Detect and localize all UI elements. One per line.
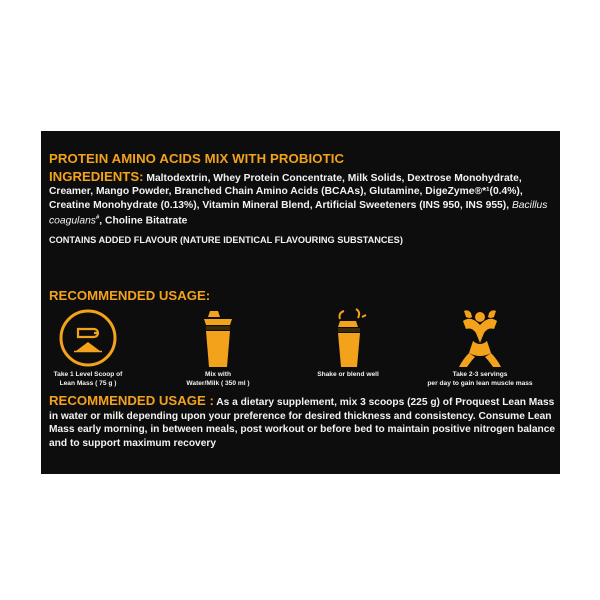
- usage-block: [49, 394, 559, 450]
- step-3-label: Shake or blend well: [317, 371, 379, 378]
- bacillus-text: Bacillus coagulans: [49, 199, 548, 227]
- step-4-label-line-2: per day to gain lean muscle mass: [427, 379, 533, 387]
- step-1-label-line-2: Lean Mass ( 75 g ): [59, 379, 117, 387]
- step-1-label-line-1: Take 1 Level Scoop of: [53, 371, 123, 378]
- step-scoop: [29, 307, 147, 388]
- step-2-label-line-2: Water/Milk ( 350 ml ): [186, 379, 250, 387]
- bacillus-superscript: #: [95, 215, 100, 222]
- step-servings: [421, 307, 539, 388]
- ingredients-block: [49, 170, 555, 228]
- ingredients-text-end: , Choline Bitatrate: [99, 215, 188, 227]
- step-4-label-line-1: Take 2-3 servings: [452, 371, 508, 378]
- flavour-note: CONTAINS ADDED FLAVOUR (NATURE IDENTICAL FLAVOURING SUBSTANCES): [49, 235, 403, 245]
- recommended-usage-heading: RECOMMENDED USAGE:: [49, 288, 211, 303]
- product-label-panel: [41, 131, 560, 474]
- step-2-label-line-1: Mix with: [204, 371, 231, 378]
- shaking-shaker-icon: [318, 307, 378, 369]
- product-title: PROTEIN AMINO ACIDS MIX WITH PROBIOTIC: [49, 151, 345, 166]
- ingredients-label: INGREDIENTS:: [49, 169, 144, 184]
- usage-text: As a dietary supplement, mix 3 scoops (225 g) of Proquest Lean Mass in water or milk depending upon your preference for desired thickness and consistency. Consume Lean Mass early morning, in between meals, post workout or before bed to maintain positive nitrogen balance and to support maximum recovery: [49, 397, 556, 449]
- ingredients-text: Maltodextrin, Whey Protein Concentrate, Milk Solids, Dextrose Monohydrate, Creamer, Mango Powder, Branched Chain Amino Acids (BCAAs), Glutamine, DigeZyme®*¹(0.4%), Creatine Monohydrate (0.13%), Vitamin Mineral Blend, Artificial Sweeteners (INS 950, INS 955),: [49, 173, 523, 211]
- step-shake: [289, 307, 407, 380]
- step-mix: [159, 307, 277, 388]
- usage-label: RECOMMENDED USAGE :: [49, 393, 214, 408]
- shaker-icon: [188, 307, 248, 369]
- muscle-man-icon: [449, 307, 511, 369]
- scoop-icon: [58, 307, 118, 369]
